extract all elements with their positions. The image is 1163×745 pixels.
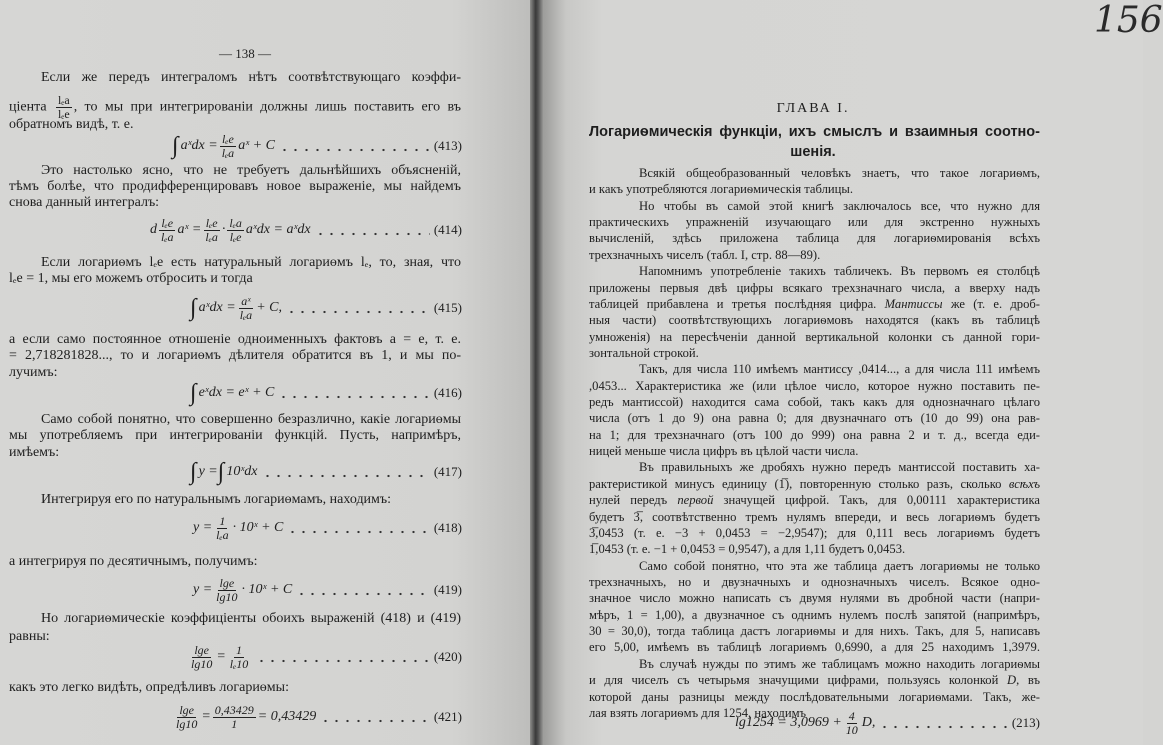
formula-text: y = xyxy=(198,464,218,479)
formula-text: + C, xyxy=(256,300,282,315)
text-line xyxy=(9,93,461,121)
text-line: Само собой понятно, что эта же таблица даетъ логариѳмы не только xyxy=(639,558,1040,573)
formula-text: aˣ + C xyxy=(238,138,275,153)
text-line: лучимъ: xyxy=(9,365,58,380)
equation-number: (421) xyxy=(433,709,462,724)
text-line: будетъ 3̅, соотвѣтственно тремъ нулямъ впереди, и весь логариѳмъ будетъ xyxy=(589,509,1040,524)
text-line: = 2,718281828..., то и логариѳмъ дѣлителя обратится въ 1, и мы по- xyxy=(9,348,461,363)
text-segment: таблицей прибавлена и третья послѣдняя цифра. xyxy=(589,296,885,311)
fraction xyxy=(214,515,230,542)
text-segment: рактеристикой минусъ единицу (1̅), повторенную столько разъ, сколько xyxy=(589,476,1009,491)
text-segment: , въ xyxy=(1016,673,1040,688)
text-line: Но чтобы въ самой этой книгѣ заключалось все, что нужно для xyxy=(639,198,1040,213)
integral-sign: ∫ xyxy=(190,294,197,321)
fraction-numerator: lₑa xyxy=(57,93,70,107)
equation xyxy=(190,293,462,323)
equation-number: (413) xyxy=(433,138,462,153)
text-line: а если само постоянное отношеніе одноименныхъ фактовъ a = e, т. е. xyxy=(9,332,461,347)
formula-text: 10ˣdx xyxy=(226,464,258,479)
fraction-numerator: lge xyxy=(219,575,235,590)
equation-number: (418) xyxy=(433,520,462,535)
integral-sign: ∫ xyxy=(190,458,197,485)
text-line: его 5,00, имѣемъ въ таблицѣ логариѳмъ 0,6990, а для 25 находимъ 1,3979. xyxy=(589,640,1040,655)
fraction-denominator: lₑa xyxy=(161,229,174,244)
italic-term: Мантиссы xyxy=(884,296,943,311)
formula-text: aˣ = xyxy=(177,222,202,237)
fraction-numerator: 1 xyxy=(236,642,243,657)
dot-leader xyxy=(296,592,430,596)
formula xyxy=(190,295,282,322)
equation-number: (417) xyxy=(433,464,462,479)
integral-sign: ∫ xyxy=(190,379,197,406)
fraction xyxy=(227,217,243,244)
fraction-numerator: lₑe xyxy=(161,215,174,230)
formula-text: y = xyxy=(193,582,213,597)
text-line: трехзначныхъ, но и двузначныхъ и однозначныхъ чиселъ. Всякое одно- xyxy=(589,575,1040,589)
text-line: ныя части) соотвѣтствующихъ логариѳмовъ находятся (какъ въ таблицѣ xyxy=(589,313,1040,328)
formula xyxy=(172,133,275,160)
formula xyxy=(735,710,875,737)
text-line: 30 = 30,0), тогда таблица дастъ логариѳмы и для нихъ. Такъ, для 5, написавъ xyxy=(589,624,1040,639)
text-line: снова данный интегралъ: xyxy=(9,195,160,210)
page-number: — 138 — xyxy=(219,46,271,61)
fraction-numerator: 4 xyxy=(848,708,855,723)
equation xyxy=(150,215,462,245)
dot-leader xyxy=(278,395,429,399)
text-line: мы употребляемъ при интегрированіи функцій. Пусть, напримѣръ, xyxy=(9,428,461,443)
fraction-denominator: 1 xyxy=(231,716,238,731)
text-line xyxy=(589,296,1040,312)
formula-text: · 10ˣ + C xyxy=(241,582,293,597)
dot-leader xyxy=(286,310,430,314)
text-line: на 1; для трехзначнаго (отъ 100 до 999) она равна 2 и т. д., всегда еди- xyxy=(589,427,1040,442)
fraction-denominator: 10 xyxy=(845,722,858,737)
chapter-title: ГЛАВА I. xyxy=(776,101,850,116)
formula-text: lg1254 = 3,0969 + xyxy=(735,715,842,730)
fraction-denominator: lₑa xyxy=(221,145,235,160)
equation-number: (419) xyxy=(433,582,462,597)
text-line xyxy=(589,476,1040,492)
formula xyxy=(193,577,292,604)
fraction xyxy=(238,295,254,322)
fraction-numerator: lge xyxy=(194,642,209,657)
equation xyxy=(193,575,462,605)
chapter-heading-line-2: шенія. xyxy=(790,144,836,160)
text-line: которой даны разницы между послѣдовательными логариѳмами. Такъ, же- xyxy=(589,689,1040,704)
text-line: умноженія) на пересѣченіи данной вертикальной колонки съ данной гори- xyxy=(589,329,1040,344)
text-line: Но логариѳмическіе коэффиціенты обоихъ выраженій (418) и (419) xyxy=(41,611,461,626)
text-line: тѣмъ болѣе, что продифференцировавъ новое выраженіе, мы найдемъ xyxy=(9,179,461,194)
fraction-numerator: lge xyxy=(179,702,194,717)
fraction xyxy=(203,217,219,244)
text-line: Въ случаѣ нужды по этимъ же таблицамъ можно находить логариѳмы xyxy=(639,656,1040,671)
equation-number: (414) xyxy=(433,222,462,237)
equation-number: (416) xyxy=(433,385,462,400)
text-line: ,0453... Характеристика же (или цѣлое число, которое нужно поставить пе- xyxy=(589,378,1040,393)
text-line: Такъ, для числа 110 имѣемъ мантиссу ,0414..., а для числа 111 имѣемъ xyxy=(639,362,1040,377)
fraction-denominator: lg10 xyxy=(191,656,213,671)
text-line: и какъ употребляются логариѳмическія таблицы. xyxy=(589,182,853,197)
text-line: Это настолько ясно, что не требуетъ дальнѣйшихъ объясненій, xyxy=(41,163,461,178)
text-segment: нулей передъ xyxy=(589,493,678,508)
italic-term: всѣхъ xyxy=(1008,476,1040,491)
fraction-denominator: lₑa xyxy=(216,527,229,542)
fraction-denominator: lₑa xyxy=(239,307,253,322)
fraction-denominator: lₑe xyxy=(229,229,242,244)
equation xyxy=(172,131,462,161)
fraction-numerator: lₑa xyxy=(229,215,242,230)
equation xyxy=(193,513,462,543)
text-line: обратномъ видѣ, т. е. xyxy=(9,117,134,132)
text-line: значное число можно написать съ двумя нулями въ дробной части (напри- xyxy=(589,591,1040,606)
text-line xyxy=(589,672,1040,688)
text-line: имѣемъ: xyxy=(9,445,60,460)
text-line: вычисленій, здѣсь приложена таблица для логариѳмированія всѣхъ xyxy=(589,231,1040,246)
equation xyxy=(172,702,462,732)
formula xyxy=(190,459,258,486)
fraction xyxy=(228,644,250,671)
text-segment: значущей цифрой. Такъ, для 0,00111 характеристика xyxy=(713,493,1040,508)
formula-text: = xyxy=(216,649,226,664)
formula xyxy=(190,380,274,407)
formula xyxy=(172,704,316,731)
equation xyxy=(735,708,1040,738)
text-line: 3̅,0453 (т. е. −3 + 0,0453 = −2,9547); для 0,111 весь логариѳмъ будетъ xyxy=(589,525,1040,540)
fraction-denominator: lₑ10 xyxy=(229,656,249,671)
formula-text: aˣdx = xyxy=(198,300,236,315)
equation xyxy=(190,378,462,408)
equation xyxy=(187,642,462,672)
fraction-denominator: lg10 xyxy=(216,589,238,604)
text-segment: ціента xyxy=(9,99,54,115)
fraction-numerator: lₑe xyxy=(222,131,234,146)
fraction-denominator: lg10 xyxy=(176,716,198,731)
text-segment: же (т. е. дроб- xyxy=(942,296,1040,311)
equation-number: (213) xyxy=(1011,715,1040,730)
text-line: зонтальной строкой. xyxy=(589,345,699,360)
text-line: Интегрируя его по натуральнымъ логариѳмамъ, находимъ: xyxy=(41,492,392,507)
text-segment: и для чиселъ съ четырьмя значущими цифрами, пользуясь колонкой xyxy=(589,673,1007,688)
text-line: Если же передъ интеграломъ нѣтъ соотвѣтствующаго коэффи- xyxy=(41,70,461,85)
formula-text: d xyxy=(150,222,157,237)
text-segment: , то мы при интегрированіи должны лишь поставить его въ xyxy=(73,99,461,115)
dot-leader xyxy=(315,232,430,236)
fraction xyxy=(159,217,175,244)
text-line: практическихъ упражненій изучающаго или для экстренно нужныхъ xyxy=(589,215,1040,230)
text-line: редъ мантиссой) находится сама собой, такъ какъ для однозначнаго цѣлаго xyxy=(589,395,1040,410)
formula-text: aˣdx = xyxy=(180,138,218,153)
fraction-denominator: lₑe xyxy=(57,107,70,121)
dot-leader xyxy=(256,659,430,663)
formula-text: · xyxy=(221,222,226,237)
formula xyxy=(187,644,252,671)
fraction xyxy=(214,577,239,604)
text-line: мѣръ, 1 = 1,00), а двузначное съ однимъ нулемъ послѣ запятой (напримѣръ, xyxy=(589,607,1040,622)
text-line: Всякій общеобразованный человѣкъ знаетъ, что такое логариѳмъ, xyxy=(639,166,1040,180)
italic-term: первой xyxy=(677,493,714,508)
dot-leader xyxy=(879,725,1007,729)
formula-text: aˣdx = aˣdx xyxy=(245,222,311,237)
fraction xyxy=(174,704,199,731)
fraction-numerator: lₑe xyxy=(205,215,218,230)
equation xyxy=(190,457,462,487)
text-line: Въ правильныхъ же дробяхъ нужно передъ мантиссой поставить ха- xyxy=(639,460,1040,475)
fraction-numerator: 0,43429 xyxy=(214,702,254,717)
formula xyxy=(150,217,311,244)
fraction-numerator: aˣ xyxy=(241,293,251,308)
dot-leader xyxy=(279,148,430,152)
text-line: Если логариѳмъ lₑe есть натуральный логариѳмъ lₑ, то, зная, что xyxy=(41,255,461,270)
fraction xyxy=(220,133,236,160)
fraction xyxy=(844,710,860,737)
dot-leader xyxy=(320,719,430,723)
book-gutter xyxy=(530,0,544,745)
equation-number: (420) xyxy=(433,649,462,664)
text-line: приложены первыя двѣ цифры всякаго трехзначнаго числа, а вверху надъ xyxy=(589,280,1040,295)
integral-sign: ∫ xyxy=(217,458,225,485)
text-line: трехзначныхъ чиселъ (табл. I, стр. 88—89). xyxy=(589,247,821,262)
fraction xyxy=(213,704,256,731)
dot-leader xyxy=(262,474,430,478)
text-line: ницей меньше числа цифръ въ цѣлой части числа. xyxy=(589,444,859,459)
text-line: а интегрируя по десятичнымъ, получимъ: xyxy=(9,554,258,569)
equation-number: (415) xyxy=(433,300,462,315)
text-line: Напомнимъ употребленіе такихъ табличекъ. Въ первомъ ея столбцѣ xyxy=(639,264,1040,279)
handwritten-page-number: 156 xyxy=(1094,0,1163,41)
formula-text: D, xyxy=(861,715,876,730)
chapter-heading-line-1: Логариѳмическія функціи, ихъ смыслъ и взаимныя соотно- xyxy=(589,124,1040,140)
formula-text: eˣdx = eˣ + C xyxy=(198,385,275,400)
formula-text: · 10ˣ + C xyxy=(232,520,284,535)
integral-sign: ∫ xyxy=(172,132,179,159)
fraction-denominator: lₑa xyxy=(205,229,218,244)
text-line: 1̅,0453 (т. е. −1 + 0,0453 = 0,9547), а для 1,11 будетъ 0,0453. xyxy=(589,542,906,557)
fraction-numerator: 1 xyxy=(219,513,226,528)
text-line: lₑe = 1, мы его можемъ отбросить и тогда xyxy=(9,271,253,286)
fraction xyxy=(189,644,214,671)
dot-leader xyxy=(287,530,429,534)
text-line: равны: xyxy=(9,629,50,644)
formula-text: = 0,43429 xyxy=(257,709,317,724)
formula xyxy=(193,515,283,542)
text-line xyxy=(589,492,1040,508)
italic-term: D xyxy=(1006,673,1017,688)
text-line: числа (отъ 1 до 9) она равна 0; для двузначнаго отъ (10 до 99) она рав- xyxy=(589,411,1040,426)
formula-text: y = xyxy=(193,520,213,535)
text-line: какъ это легко видѣть, опредѣливъ логариѳмы: xyxy=(9,680,289,695)
text-line: Само собой понятно, что совершенно безразлично, какіе логариѳмы xyxy=(41,412,461,427)
formula-text: = xyxy=(201,709,211,724)
text-line: лая взять логариѳмъ для 1254, находимъ xyxy=(589,705,807,720)
